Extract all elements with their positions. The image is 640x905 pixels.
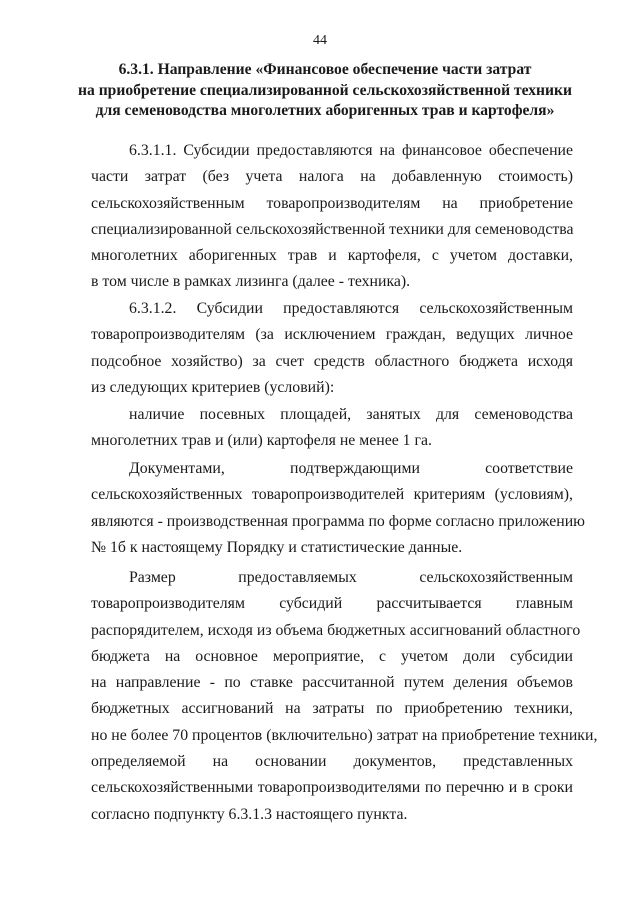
section-heading [70, 60, 580, 122]
paragraph-6-3-1-2 [91, 296, 573, 401]
heading-line: на приобретение специализированной сельскохозяйственной техники [78, 81, 572, 99]
text-line: бюджетных ассигнований на затраты по приобретению техники, [91, 700, 573, 718]
heading-line: для семеноводства многолетних аборигенных трав и картофеля» [95, 102, 555, 119]
text-line: определяемой на основании документов, представленных [91, 753, 573, 771]
text-line: из следующих критериев (условий): [91, 378, 335, 396]
text-line: товаропроизводителям субсидий рассчитывается главным [91, 595, 573, 613]
text-line: сельскохозяйственных товаропроизводителей критериям (условиям), [91, 486, 573, 504]
text-line: согласно подпункту 6.3.1.3 настоящего пункта. [91, 805, 408, 823]
text-line: распорядителем, исходя из объема бюджетных ассигнований областного [91, 621, 581, 639]
text-line: подсобное хозяйство) за счет средств областного бюджета исходя [91, 352, 573, 370]
paragraph-6-3-1-1 [91, 138, 573, 296]
text-line: являются - производственная программа по форме согласно приложению [91, 512, 585, 530]
text-line: 6.3.1.1. Субсидии предоставляются на финансовое обеспечение [129, 142, 573, 159]
text-line: № 1б к настоящему Порядку и статистические данные. [91, 538, 463, 556]
text-line: сельскохозяйственным товаропроизводителям на приобретение [91, 194, 573, 212]
text-line: Размер предоставляемых сельскохозяйственным [129, 569, 573, 586]
heading-line: 6.3.1. Направление «Финансовое обеспечение части затрат [118, 61, 532, 78]
text-line: специализированной сельскохозяйственной техники для семеноводства [91, 220, 574, 238]
text-line: товаропроизводителям (за исключением граждан, ведущих личное [91, 326, 573, 344]
text-line: Документами, подтверждающими соответствие [129, 460, 573, 477]
paragraph-documents [91, 456, 585, 561]
text-line: сельскохозяйственными товаропроизводителями по перечню и в сроки [91, 779, 573, 797]
text-line: в том числе в рамках лизинга (далее - техника). [91, 273, 411, 291]
text-line: многолетних трав и (или) картофеля не менее 1 га. [91, 432, 432, 450]
text-line: части затрат (без учета налога на добавленную стоимость) [91, 168, 573, 186]
text-line: 6.3.1.2. Субсидии предоставляются сельскохозяйственным [129, 300, 573, 317]
text-line: на направление - по ставке рассчитанной путем деления объемов [91, 674, 573, 692]
text-line: но не более 70 процентов (включительно) затрат на приобретение техники, [91, 726, 598, 744]
text-line: многолетних аборигенных трав и картофеля, с учетом доставки, [91, 247, 573, 265]
paragraph-criterion [91, 402, 573, 455]
text-line: наличие посевных площадей, занятых для семеноводства [129, 406, 573, 423]
page-number: 44 [313, 33, 327, 48]
paragraph-subsidy-size [91, 565, 598, 828]
text-line: бюджета на основное мероприятие, с учетом доли субсидии [91, 647, 573, 665]
